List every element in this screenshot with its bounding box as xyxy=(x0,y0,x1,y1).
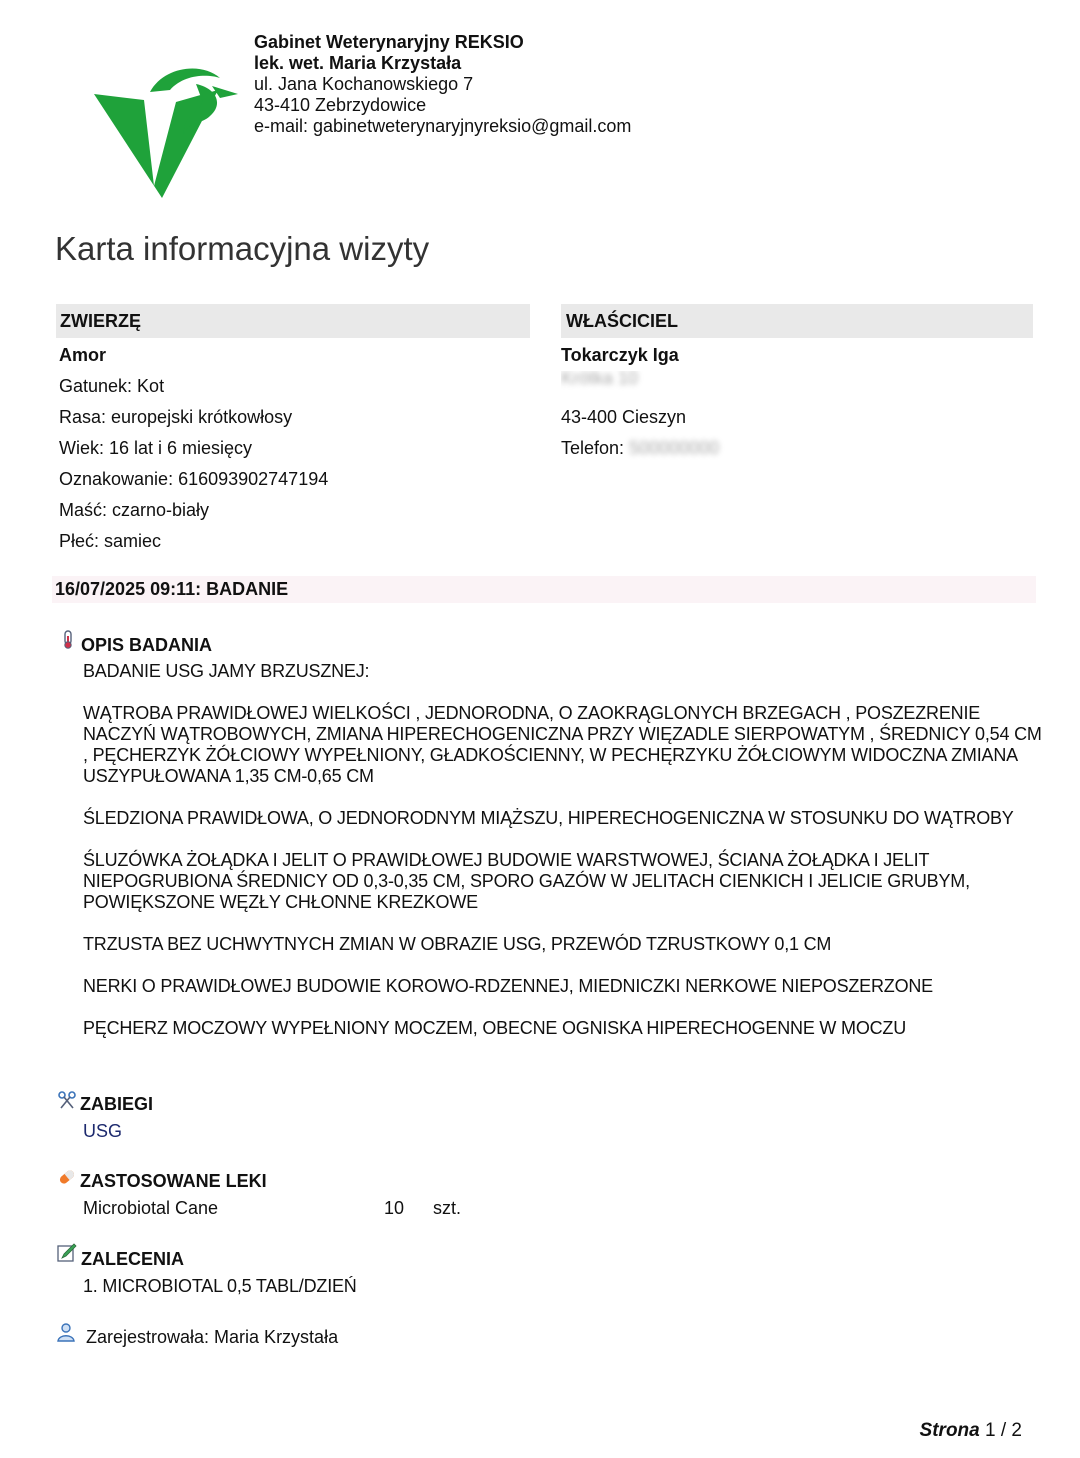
exam-paragraph: ŚLEDZIONA PRAWIDŁOWA, O JEDNORODNYM MIĄŻSZU, HIPERECHOGENICZNA W STOSUNKU DO WĄTROBY xyxy=(83,808,1014,828)
med-name: Microbiotal Cane xyxy=(83,1198,219,1218)
owner-phone-label: Telefon: xyxy=(561,438,625,458)
animal-sex: Płeć: samiec xyxy=(59,531,162,551)
visit-header: 16/07/2025 09:11: BADANIE xyxy=(52,576,1036,603)
animal-species: Gatunek: Kot xyxy=(59,376,165,396)
page-title: Karta informacyjna wizyty xyxy=(55,230,430,267)
animal-details xyxy=(59,340,328,557)
owner-street-redacted: Krótka 10 xyxy=(561,371,639,388)
procedures-title: ZABIEGI xyxy=(80,1094,154,1114)
footer-total: / 2 xyxy=(1000,1420,1022,1441)
page-footer xyxy=(920,1420,1022,1442)
footer-label: Strona xyxy=(919,1420,980,1441)
clinic-city: 43-410 Zebrzydowice xyxy=(254,95,427,115)
pill-icon xyxy=(57,1167,77,1187)
owner-header: WŁAŚCICIEL xyxy=(561,304,1033,338)
exam-paragraph: WĄTROBA PRAWIDŁOWEJ WIELKOŚCI , JEDNORODNA, O ZAOKRĄGLONYCH BRZEGACH , POSZEZRENIE NACZYŃ WĄTROBOWYCH, ZMIANA HIPERECHOGENICZNA PRZY WIĘZADLE SIERPOWATYM , ŚREDNICY 0,54 CM , PĘCHERZYK ŻÓŁCIOWY WYPEŁNIONY, GŁADKOŚCIENNY, W PECHĘRZYKU ŻÓŁCIOWYM WIDOCZNA ZMIANA USZYPUŁOWANA 1,35 CM-0,65 CM xyxy=(83,703,1042,786)
exam-paragraph: BADANIE USG JAMY BRZUSZNEJ: xyxy=(83,661,370,681)
procedure-item: USG xyxy=(83,1121,123,1141)
exam-paragraph: NERKI O PRAWIDŁOWEJ BUDOWIE KOROWO-RDZENNEJ, MIEDNICZKI NERKOWE NIEPOSZERZONE xyxy=(83,976,933,996)
vet-logo-icon xyxy=(92,64,238,198)
owner-name: Tokarczyk Iga xyxy=(561,345,679,365)
user-icon xyxy=(57,1322,77,1342)
clinic-email: e-mail: gabinetweterynaryjnyreksio@gmail.com xyxy=(254,116,632,136)
recommendations-title: ZALECENIA xyxy=(81,1249,184,1269)
clinic-name: Gabinet Weterynaryjny REKSIO xyxy=(254,32,524,52)
animal-coat: Maść: czarno-biały xyxy=(59,500,210,520)
registered-by: Zarejestrowała: Maria Krzystała xyxy=(86,1327,339,1347)
exam-body xyxy=(83,661,1043,1060)
animal-header: ZWIERZĘ xyxy=(56,304,530,338)
animal-breed: Rasa: europejski krótkowłosy xyxy=(59,407,293,427)
med-unit: szt. xyxy=(433,1198,462,1218)
thermometer-icon xyxy=(58,630,78,650)
owner-phone xyxy=(561,433,719,464)
owner-details xyxy=(561,340,719,464)
owner-city: 43-400 Cieszyn xyxy=(561,407,687,427)
exam-paragraph: PĘCHERZ MOCZOWY WYPEŁNIONY MOCZEM, OBECNE OGNISKA HIPERECHOGENNE W MOCZU xyxy=(83,1018,907,1038)
exam-paragraph: ŚLUZÓWKA ŻOŁĄDKA I JELIT O PRAWIDŁOWEJ BUDOWIE WARSTWOWEJ, ŚCIANA ŻOŁĄDKA I JELIT NIEPOGRUBIONA ŚREDNICY OD 0,3-0,35 CM, SPORO GAZÓW W JELITACH CIENKICH I JELICIE GRUBYM, POWIĘKSZONE WĘZŁY CHŁONNE KREZKOWE xyxy=(83,850,970,912)
edit-note-icon xyxy=(57,1243,77,1263)
clinic-street: ul. Jana Kochanowskiego 7 xyxy=(254,74,474,94)
exam-paragraph: TRZUSTA BEZ UCHWYTNYCH ZMIAN W OBRAZIE USG, PRZEWÓD TZRUSTKOWY 0,1 CM xyxy=(83,934,832,954)
scissors-icon xyxy=(57,1090,77,1110)
owner-phone-redacted: 500000000 xyxy=(629,438,720,458)
footer-page: 1 xyxy=(985,1420,996,1441)
clinic-header xyxy=(254,32,631,137)
animal-name: Amor xyxy=(59,345,107,365)
recommendation-item: 1. MICROBIOTAL 0,5 TABL/DZIEŃ xyxy=(83,1276,357,1296)
meds-title: ZASTOSOWANE LEKI xyxy=(80,1171,267,1191)
animal-marking: Oznakowanie: 616093902747194 xyxy=(59,469,329,489)
med-qty: 10 xyxy=(384,1198,405,1218)
exam-title: OPIS BADANIA xyxy=(81,635,213,655)
clinic-doctor: lek. wet. Maria Krzystała xyxy=(254,53,462,73)
animal-age: Wiek: 16 lat i 6 miesięcy xyxy=(59,438,253,458)
